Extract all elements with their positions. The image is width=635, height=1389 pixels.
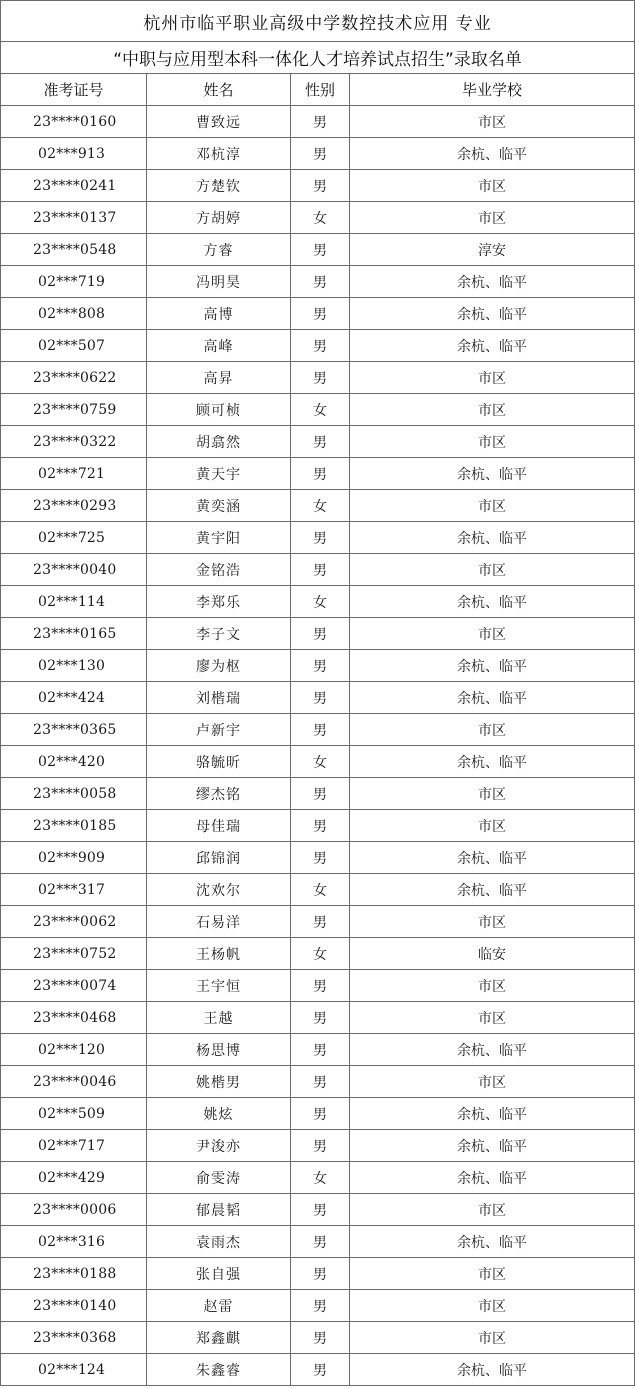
table-row: [1, 970, 635, 1002]
gender-cell: 男: [291, 810, 350, 842]
title-row: [1, 1, 635, 42]
exam-id-cell: 23****0752: [1, 938, 147, 970]
exam-id-cell: 23****0185: [1, 810, 147, 842]
name-cell: 高博: [147, 298, 291, 330]
name-cell: 郁晨韬: [147, 1194, 291, 1226]
name-cell: 卢新宇: [147, 714, 291, 746]
school-cell: 余杭、临平: [350, 1162, 635, 1194]
exam-id-cell: 23****0160: [1, 106, 147, 138]
admission-table-body: [1, 1, 635, 1386]
table-row: [1, 714, 635, 746]
table-row: [1, 170, 635, 202]
exam-id-cell: 02***429: [1, 1162, 147, 1194]
table-row: [1, 1194, 635, 1226]
name-cell: 缪杰铭: [147, 778, 291, 810]
name-cell: 俞雯涛: [147, 1162, 291, 1194]
gender-cell: 男: [291, 1258, 350, 1290]
name-cell: 黄奕涵: [147, 490, 291, 522]
table-row: [1, 554, 635, 586]
name-cell: 姚炫: [147, 1098, 291, 1130]
school-cell: 余杭、临平: [350, 746, 635, 778]
exam-id-cell: 23****0165: [1, 618, 147, 650]
school-cell: 淳安: [350, 234, 635, 266]
table-row: [1, 1130, 635, 1162]
table-row: [1, 906, 635, 938]
table-row: [1, 266, 635, 298]
school-cell: 临安: [350, 938, 635, 970]
column-header-school: 毕业学校: [350, 74, 635, 106]
gender-cell: 女: [291, 394, 350, 426]
exam-id-cell: 02***509: [1, 1098, 147, 1130]
exam-id-cell: 23****0365: [1, 714, 147, 746]
gender-cell: 男: [291, 1322, 350, 1354]
exam-id-cell: 23****0468: [1, 1002, 147, 1034]
name-cell: 王杨帆: [147, 938, 291, 970]
name-cell: 郑鑫麒: [147, 1322, 291, 1354]
table-row: [1, 490, 635, 522]
name-cell: 姚楷男: [147, 1066, 291, 1098]
school-cell: 余杭、临平: [350, 266, 635, 298]
gender-cell: 男: [291, 778, 350, 810]
school-cell: 余杭、临平: [350, 1098, 635, 1130]
school-cell: 余杭、临平: [350, 1130, 635, 1162]
table-row: [1, 586, 635, 618]
column-header-exam-id: 准考证号: [1, 74, 147, 106]
school-cell: 余杭、临平: [350, 1034, 635, 1066]
gender-cell: 男: [291, 682, 350, 714]
gender-cell: 男: [291, 266, 350, 298]
name-cell: 高峰: [147, 330, 291, 362]
name-cell: 方楚钦: [147, 170, 291, 202]
exam-id-cell: 02***913: [1, 138, 147, 170]
subtitle-row: [1, 42, 635, 74]
school-cell: 市区: [350, 362, 635, 394]
name-cell: 骆毓昕: [147, 746, 291, 778]
school-cell: 市区: [350, 1258, 635, 1290]
name-cell: 石易洋: [147, 906, 291, 938]
exam-id-cell: 23****0188: [1, 1258, 147, 1290]
school-cell: 市区: [350, 1290, 635, 1322]
name-cell: 刘楷瑞: [147, 682, 291, 714]
school-cell: 市区: [350, 490, 635, 522]
table-row: [1, 522, 635, 554]
gender-cell: 男: [291, 906, 350, 938]
table-row: [1, 298, 635, 330]
name-cell: 黄宇阳: [147, 522, 291, 554]
name-cell: 尹浚亦: [147, 1130, 291, 1162]
gender-cell: 男: [291, 330, 350, 362]
name-cell: 沈欢尔: [147, 874, 291, 906]
table-row: [1, 1162, 635, 1194]
table-row: [1, 842, 635, 874]
exam-id-cell: 02***316: [1, 1226, 147, 1258]
school-cell: 市区: [350, 106, 635, 138]
exam-id-cell: 23****0293: [1, 490, 147, 522]
exam-id-cell: 02***717: [1, 1130, 147, 1162]
gender-cell: 男: [291, 714, 350, 746]
school-cell: 余杭、临平: [350, 458, 635, 490]
school-cell: 余杭、临平: [350, 138, 635, 170]
exam-id-cell: 23****0074: [1, 970, 147, 1002]
gender-cell: 男: [291, 970, 350, 1002]
school-cell: 市区: [350, 714, 635, 746]
gender-cell: 男: [291, 1002, 350, 1034]
school-cell: 余杭、临平: [350, 1354, 635, 1386]
name-cell: 廖为枢: [147, 650, 291, 682]
exam-id-cell: 23****0368: [1, 1322, 147, 1354]
gender-cell: 男: [291, 1098, 350, 1130]
school-cell: 市区: [350, 554, 635, 586]
gender-cell: 男: [291, 138, 350, 170]
name-cell: 袁雨杰: [147, 1226, 291, 1258]
table-row: [1, 362, 635, 394]
table-row: [1, 394, 635, 426]
gender-cell: 女: [291, 586, 350, 618]
name-cell: 方胡婷: [147, 202, 291, 234]
school-cell: 市区: [350, 1066, 635, 1098]
name-cell: 母佳瑞: [147, 810, 291, 842]
school-cell: 市区: [350, 1322, 635, 1354]
document-title: 杭州市临平职业高级中学数控技术应用 专业: [1, 1, 635, 42]
table-row: [1, 1354, 635, 1386]
exam-id-cell: 23****0140: [1, 1290, 147, 1322]
exam-id-cell: 23****0062: [1, 906, 147, 938]
gender-cell: 男: [291, 842, 350, 874]
gender-cell: 女: [291, 874, 350, 906]
exam-id-cell: 02***420: [1, 746, 147, 778]
name-cell: 方睿: [147, 234, 291, 266]
exam-id-cell: 02***114: [1, 586, 147, 618]
name-cell: 金铭浩: [147, 554, 291, 586]
school-cell: 余杭、临平: [350, 682, 635, 714]
exam-id-cell: 23****0622: [1, 362, 147, 394]
name-cell: 杨思博: [147, 1034, 291, 1066]
column-header-name: 姓名: [147, 74, 291, 106]
table-row: [1, 426, 635, 458]
name-cell: 张自强: [147, 1258, 291, 1290]
table-row: [1, 1226, 635, 1258]
exam-id-cell: 23****0322: [1, 426, 147, 458]
gender-cell: 男: [291, 458, 350, 490]
school-cell: 市区: [350, 906, 635, 938]
school-cell: 市区: [350, 170, 635, 202]
gender-cell: 男: [291, 1130, 350, 1162]
table-row: [1, 618, 635, 650]
name-cell: 曹致远: [147, 106, 291, 138]
table-header-row: [1, 74, 635, 106]
table-row: [1, 778, 635, 810]
gender-cell: 女: [291, 1162, 350, 1194]
exam-id-cell: 02***808: [1, 298, 147, 330]
name-cell: 胡翕然: [147, 426, 291, 458]
school-cell: 余杭、临平: [350, 298, 635, 330]
school-cell: 市区: [350, 970, 635, 1002]
column-header-gender: 性别: [291, 74, 350, 106]
school-cell: 市区: [350, 202, 635, 234]
table-row: [1, 1002, 635, 1034]
gender-cell: 男: [291, 650, 350, 682]
exam-id-cell: 23****0548: [1, 234, 147, 266]
name-cell: 王宇恒: [147, 970, 291, 1002]
gender-cell: 男: [291, 234, 350, 266]
gender-cell: 男: [291, 618, 350, 650]
gender-cell: 男: [291, 1354, 350, 1386]
school-cell: 市区: [350, 426, 635, 458]
table-row: [1, 650, 635, 682]
exam-id-cell: 02***725: [1, 522, 147, 554]
school-cell: 余杭、临平: [350, 586, 635, 618]
exam-id-cell: 23****0046: [1, 1066, 147, 1098]
gender-cell: 男: [291, 426, 350, 458]
name-cell: 赵雷: [147, 1290, 291, 1322]
table-row: [1, 938, 635, 970]
gender-cell: 男: [291, 1290, 350, 1322]
gender-cell: 男: [291, 1034, 350, 1066]
school-cell: 余杭、临平: [350, 842, 635, 874]
exam-id-cell: 02***424: [1, 682, 147, 714]
exam-id-cell: 23****0241: [1, 170, 147, 202]
school-cell: 市区: [350, 394, 635, 426]
name-cell: 黄天宇: [147, 458, 291, 490]
gender-cell: 男: [291, 1066, 350, 1098]
school-cell: 市区: [350, 618, 635, 650]
name-cell: 邓杭淳: [147, 138, 291, 170]
exam-id-cell: 02***130: [1, 650, 147, 682]
school-cell: 市区: [350, 1002, 635, 1034]
gender-cell: 男: [291, 298, 350, 330]
name-cell: 高昇: [147, 362, 291, 394]
school-cell: 余杭、临平: [350, 650, 635, 682]
gender-cell: 女: [291, 490, 350, 522]
exam-id-cell: 02***317: [1, 874, 147, 906]
exam-id-cell: 02***120: [1, 1034, 147, 1066]
table-row: [1, 458, 635, 490]
table-row: [1, 330, 635, 362]
table-row: [1, 1322, 635, 1354]
table-row: [1, 682, 635, 714]
gender-cell: 男: [291, 106, 350, 138]
school-cell: 市区: [350, 1194, 635, 1226]
school-cell: 余杭、临平: [350, 874, 635, 906]
exam-id-cell: 02***124: [1, 1354, 147, 1386]
gender-cell: 男: [291, 362, 350, 394]
name-cell: 邱锦润: [147, 842, 291, 874]
table-row: [1, 1034, 635, 1066]
gender-cell: 男: [291, 1194, 350, 1226]
gender-cell: 女: [291, 938, 350, 970]
table-row: [1, 874, 635, 906]
exam-id-cell: 23****0040: [1, 554, 147, 586]
table-row: [1, 106, 635, 138]
school-cell: 余杭、临平: [350, 330, 635, 362]
exam-id-cell: 02***721: [1, 458, 147, 490]
table-row: [1, 1290, 635, 1322]
gender-cell: 男: [291, 554, 350, 586]
name-cell: 王越: [147, 1002, 291, 1034]
gender-cell: 男: [291, 522, 350, 554]
school-cell: 余杭、临平: [350, 1226, 635, 1258]
exam-id-cell: 23****0058: [1, 778, 147, 810]
document-subtitle: “中职与应用型本科一体化人才培养试点招生”录取名单: [1, 42, 635, 74]
gender-cell: 男: [291, 1226, 350, 1258]
school-cell: 市区: [350, 810, 635, 842]
exam-id-cell: 02***909: [1, 842, 147, 874]
table-row: [1, 1098, 635, 1130]
name-cell: 朱鑫睿: [147, 1354, 291, 1386]
name-cell: 李郑乐: [147, 586, 291, 618]
gender-cell: 男: [291, 170, 350, 202]
exam-id-cell: 02***507: [1, 330, 147, 362]
table-row: [1, 234, 635, 266]
table-row: [1, 202, 635, 234]
table-row: [1, 810, 635, 842]
exam-id-cell: 23****0759: [1, 394, 147, 426]
name-cell: 冯明昊: [147, 266, 291, 298]
table-row: [1, 1066, 635, 1098]
exam-id-cell: 23****0006: [1, 1194, 147, 1226]
school-cell: 余杭、临平: [350, 522, 635, 554]
gender-cell: 女: [291, 202, 350, 234]
name-cell: 顾可桢: [147, 394, 291, 426]
table-row: [1, 138, 635, 170]
exam-id-cell: 23****0137: [1, 202, 147, 234]
gender-cell: 女: [291, 746, 350, 778]
table-row: [1, 1258, 635, 1290]
table-row: [1, 746, 635, 778]
name-cell: 李子文: [147, 618, 291, 650]
school-cell: 市区: [350, 778, 635, 810]
exam-id-cell: 02***719: [1, 266, 147, 298]
